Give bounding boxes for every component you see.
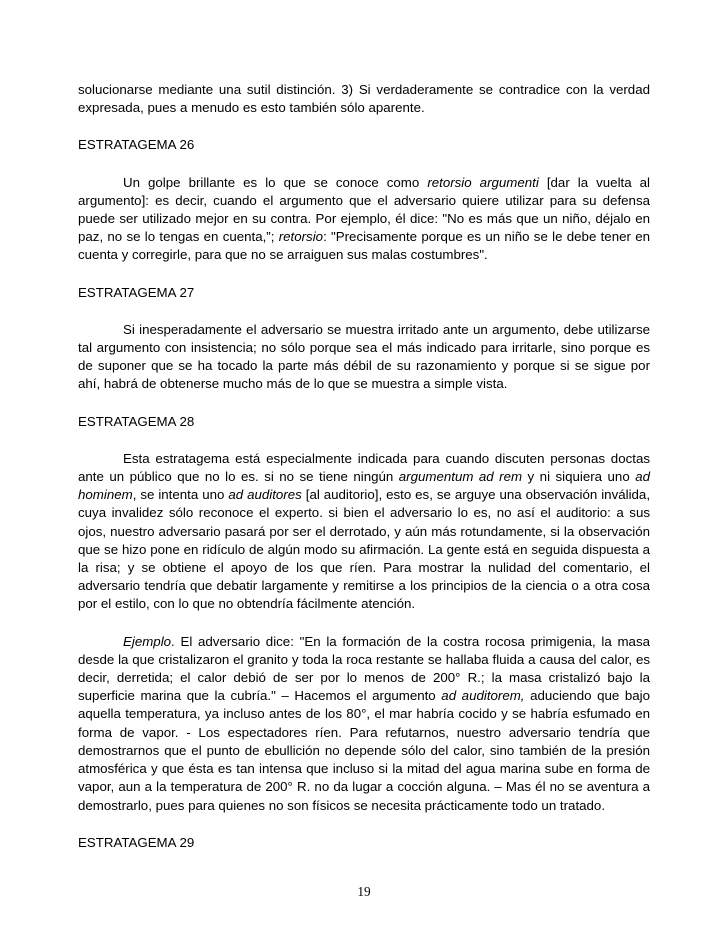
paragraph: [78, 321, 650, 394]
text-run: ESTRATAGEMA 28: [78, 413, 195, 429]
text-run: , se intenta uno: [132, 487, 229, 503]
text-run: aduciendo que bajo aquella temperatura, ya incluso antes de los 80°, el mar habría cocido y se habría esfumado en forma de vapor. - Los espectadores ríen. Para refutarnos, nuestro adversario tendría que demostrarnos que el punto de ebullición no depende sólo del calor, sino también de la presión atmosférica y que ésta es tan intensa que incluso si la mitad del agua marina sube en forma de vapor, aun a la temperatura de 200° R. no da lugar a cocción alguna. – Mas él no se aventura a demostrarlo, pues para quienes no son físicos se necesita prácticamente todo un tratado.: [78, 688, 650, 813]
paragraph: [78, 633, 650, 815]
text-run: [al auditorio], esto es, se arguye una observación inválida, cuya invalidez sólo reconoce el experto. si bien el adversario lo es, no así el auditorio: a sus ojos, nuestro adversario pasará por ser el derrotado, y aún más rotundamente, si la observación que se hizo pone en ridículo de algún modo su afirmación. La gente está en seguida dispuesta a la risa; y se obtiene el apoyo de los que ríen. Para mostrar la nulidad del comentario, el adversario tendría que debatir largamente y remitirse a los principios de la ciencia o a otra cosa por el estilo, con lo que no obtendría fácilmente atención.: [78, 487, 651, 612]
text-run: Un golpe brillante es lo que se conoce como: [123, 174, 428, 190]
paragraph: [78, 174, 650, 265]
section-heading: [78, 136, 650, 154]
paragraph: [78, 450, 650, 614]
section-heading: [78, 413, 650, 431]
text-run: [dar la vuelta al argumento]: es decir, cuando el argumento que el adversario quiere utilizar para su defensa puede ser utilizado mejor en su contra. Por ejemplo, él dice: "No es más que un niño, déjalo en paz, no se lo tengas en cuenta,”;: [78, 174, 650, 245]
italic-term: Ejemplo: [123, 633, 172, 649]
italic-term: argumentum ad rem: [398, 469, 523, 485]
italic-term: ad auditorem,: [441, 688, 525, 704]
text-run: solucionarse mediante una sutil distinción. 3) Si verdaderamente se contradice con la verdad expresada, pues a menudo es esto también sólo aparente.: [78, 82, 650, 116]
italic-term: retorsio argumenti: [427, 174, 539, 190]
text-run: ESTRATAGEMA 29: [78, 834, 195, 850]
paragraph: [78, 81, 650, 117]
text-run: ESTRATAGEMA 26: [78, 137, 195, 153]
section-heading: [78, 834, 650, 852]
italic-term: retorsio: [278, 229, 324, 245]
section-heading: [78, 284, 650, 302]
italic-term: ad auditores: [228, 487, 302, 503]
text-run: . El adversario dice: "En la formación de la costra rocosa primigenia, la masa desde la que cristalizaron el granito y toda la roca restante se hallaba fluida a causa del calor, es decir, derretida; el calor debió de ser por lo menos de 200° R.; la masa cristalizó bajo la superficie marina que la cubría." – Hacemos el argumento: [78, 633, 650, 704]
italic-term: ad hominem: [78, 469, 650, 503]
text-run: y ni siquiera uno: [522, 469, 636, 485]
text-run: Si inesperadamente el adversario se muestra irritado ante un argumento, debe utilizarse tal argumento con insistencia; no sólo porque sea el más indicado para irritarle, sino porque es de suponer que se ha tocado la parte más débil de su razonamiento y porque si se sigue por ahí, habrá de obtenerse mucho más de lo que se muestra a simple vista.: [78, 321, 650, 392]
text-run: Esta estratagema está especialmente indicada para cuando discuten personas doctas ante un público que no lo es. si no se tiene ningún: [78, 450, 650, 485]
page-number: 19: [357, 884, 371, 899]
text-run: : "Precisamente porque es un niño se le debe tener en cuenta y corregirle, para que no se arraiguen sus malas costumbres".: [78, 229, 650, 263]
text-run: ESTRATAGEMA 27: [78, 284, 195, 300]
document-body: [78, 81, 650, 871]
